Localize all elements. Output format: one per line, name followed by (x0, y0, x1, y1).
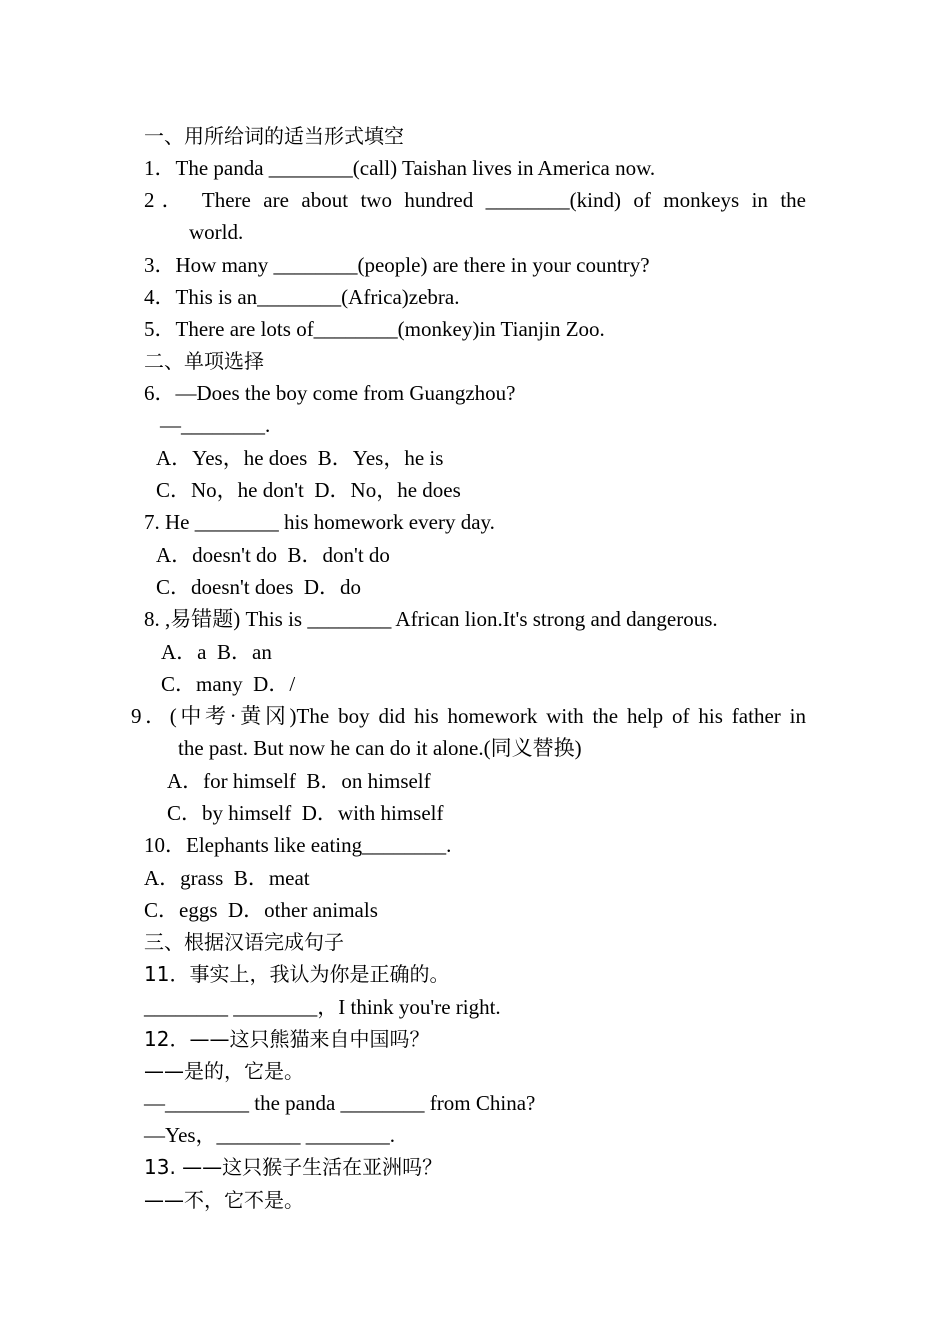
question-9-continuation: the past. But now he can do it alone.(同义替换) (178, 736, 582, 760)
question-7-options-cd: C．doesn't does D．do (156, 575, 362, 599)
question-6-options-cd: C．No，he don't D．No，he does (156, 478, 461, 502)
question-8: 8. ,易错题) This is ________ African lion.It's strong and dangerous. (144, 607, 718, 631)
section-heading-3: 三、根据汉语完成句子 (144, 930, 344, 954)
question-1: 1．The panda ________(call) Taishan lives in America now. (144, 156, 656, 180)
question-8-options-ab: A．a B．an (161, 640, 272, 664)
question-6: 6．—Does the boy come from Guangzhou? (144, 381, 516, 405)
section-heading-2: 二、单项选择 (144, 349, 264, 373)
question-3: 3．How many ________(people) are there in your country? (144, 253, 650, 277)
question-12-answer-question: —________ the panda ________ from China? (144, 1091, 536, 1115)
question-12: 12．——这只熊猫来自中国吗？ (144, 1027, 430, 1051)
question-2: 2． There are about two hundred ________(kind) of monkeys in the (144, 188, 806, 212)
question-9-options-ab: A．for himself B．on himself (167, 769, 431, 793)
question-10-options-cd: C．eggs D．other animals (144, 898, 378, 922)
question-13: 13. ——这只猴子生活在亚洲吗？ (144, 1155, 443, 1179)
question-5: 5．There are lots of________(monkey)in Tianjin Zoo. (144, 317, 605, 341)
question-12-reply: ——是的，它是。 (144, 1059, 304, 1083)
question-2-continuation: world. (189, 220, 244, 244)
question-11: 11．事实上，我认为你是正确的。 (144, 962, 450, 986)
question-7-options-ab: A．doesn't do B．don't do (156, 543, 390, 567)
question-4: 4．This is an________(Africa)zebra. (144, 285, 460, 309)
question-9: 9．(中考·黄冈)The boy did his homework with the help of his father in (131, 704, 806, 728)
question-12-answer-reply: —Yes，________ ________. (144, 1123, 396, 1147)
question-10-options-ab: A．grass B．meat (144, 866, 310, 890)
section-heading-1: 一、用所给词的适当形式填空 (144, 124, 404, 148)
question-6-options-ab: A．Yes，he does B．Yes，he is (156, 446, 444, 470)
question-7: 7. He ________ his homework every day. (144, 510, 495, 534)
question-9-options-cd: C．by himself D．with himself (167, 801, 444, 825)
question-11-answer-line: ________ ________，I think you're right. (144, 995, 501, 1019)
question-6-answer-blank: —________. (160, 413, 271, 437)
question-13-reply: ——不，它不是。 (144, 1188, 304, 1212)
question-10: 10．Elephants like eating________. (144, 833, 452, 857)
question-8-options-cd: C．many D．/ (161, 672, 296, 696)
